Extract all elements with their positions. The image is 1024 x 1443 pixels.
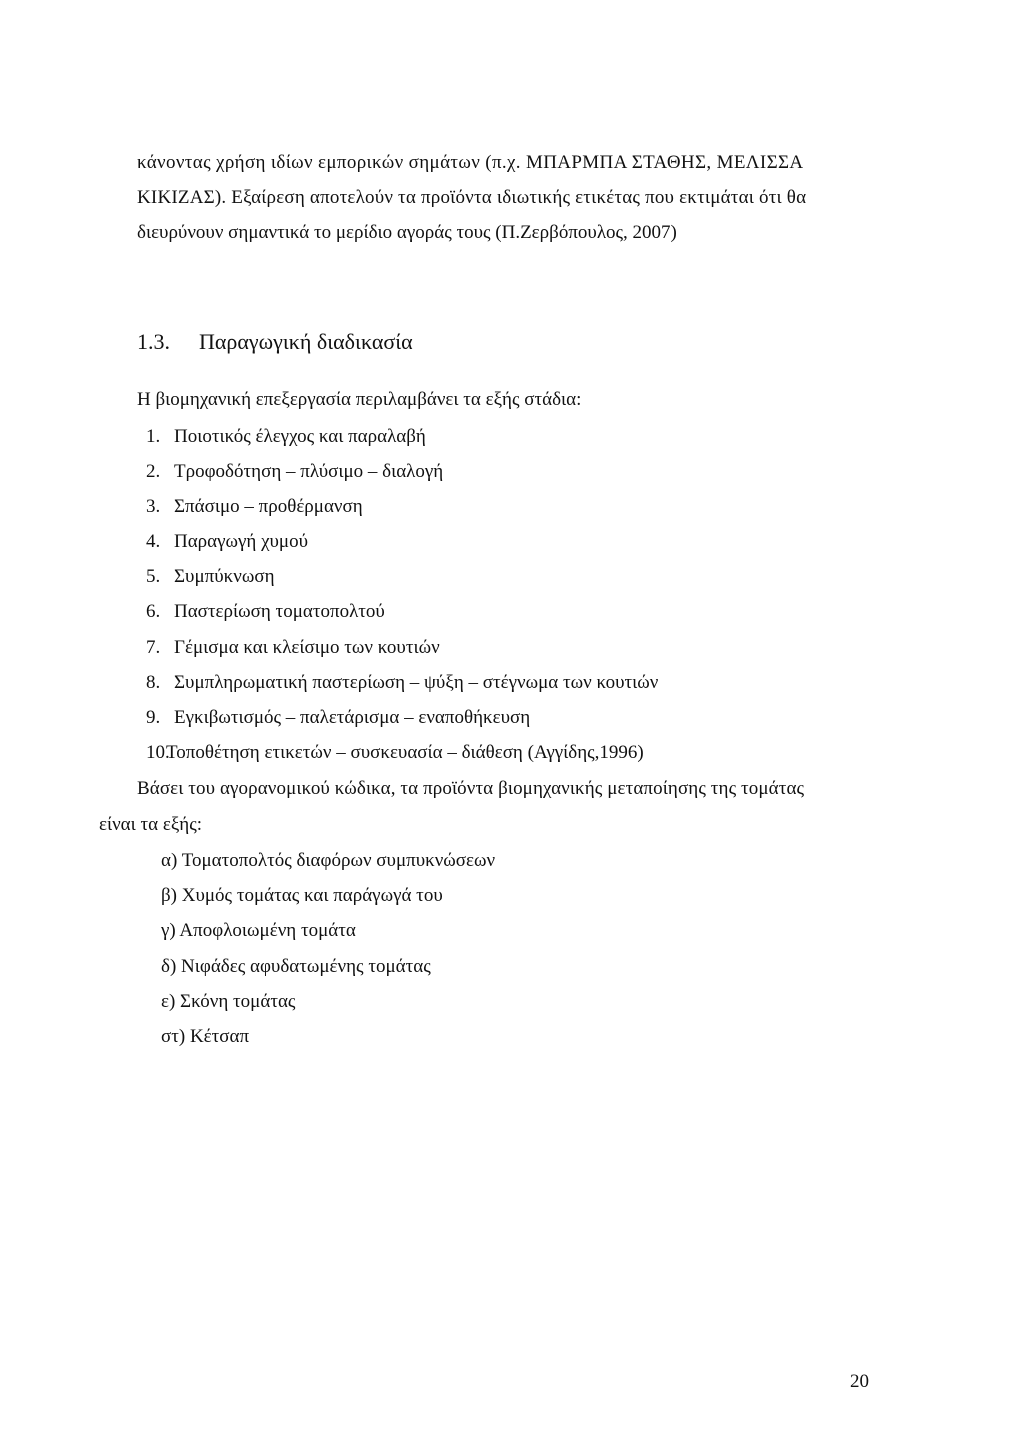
- list-item-text: Παστερίωση τοματοπολτού: [174, 601, 385, 622]
- list-item: [146, 741, 644, 765]
- list-item-number: 10.: [146, 742, 170, 763]
- intro-line-1: κάνοντας χρήση ιδίων εμπορικών σημάτων (π.χ. ΜΠΑΡΜΠΑ ΣΤΑΘΗΣ, ΜΕΛΙΣΣΑ: [137, 152, 804, 173]
- list-item-number: 2.: [146, 461, 161, 482]
- list-item: [146, 565, 275, 589]
- section-title: Παραγωγική διαδικασία: [199, 329, 413, 354]
- list-item-number: 3.: [146, 496, 161, 517]
- list-item-number: 6.: [146, 601, 161, 622]
- list-item: [146, 425, 426, 449]
- intro-line-2: ΚΙΚΙΖΑΣ). Εξαίρεση αποτελούν τα προϊόντα ιδιωτικής ετικέτας που εκτιμάται ότι θα: [137, 187, 807, 208]
- products-intro-line-2: είναι τα εξής:: [99, 814, 203, 835]
- list-item-text: Τροφοδότηση – πλύσιμο – διαλογή: [174, 461, 444, 482]
- product-item: ε) Σκόνη τομάτας: [161, 991, 296, 1012]
- list-item-text: Συμπύκνωση: [174, 566, 275, 587]
- list-item-text: Παραγωγή χυμού: [174, 531, 309, 552]
- section-heading: [137, 328, 413, 356]
- page-number: 20: [850, 1371, 869, 1392]
- product-item: β) Χυμός τομάτας και παράγωγά του: [161, 885, 443, 906]
- products-intro-line-1: Βάσει του αγορανομικού κώδικα, τα προϊόντα βιομηχανικής μεταποίησης της τομάτας: [137, 778, 805, 799]
- list-item: [146, 636, 440, 660]
- list-item-number: 4.: [146, 531, 161, 552]
- list-item: [146, 460, 443, 484]
- list-item: [146, 706, 530, 730]
- product-item: δ) Νιφάδες αφυδατωμένης τομάτας: [161, 956, 431, 977]
- list-item: [146, 530, 308, 554]
- section-number: 1.3.: [137, 329, 170, 354]
- product-item: α) Τοματοπολτός διαφόρων συμπυκνώσεων: [161, 850, 496, 871]
- list-item-text: Σπάσιμο – προθέρμανση: [174, 496, 363, 517]
- list-item: [146, 671, 658, 695]
- list-item-text: Τοποθέτηση ετικετών – συσκευασία – διάθεση (Αγγίδης,1996): [166, 742, 644, 763]
- intro-line-3: διευρύνουν σημαντικά το μερίδιο αγοράς τους (Π.Ζερβόπουλος, 2007): [137, 222, 677, 243]
- stages-intro: Η βιομηχανική επεξεργασία περιλαμβάνει τα εξής στάδια:: [137, 389, 582, 410]
- product-item: γ) Αποφλοιωμένη τομάτα: [161, 920, 356, 941]
- list-item-text: Συμπληρωματική παστερίωση – ψύξη – στέγνωμα των κουτιών: [174, 672, 659, 693]
- list-item-number: 1.: [146, 426, 161, 447]
- list-item-text: Γέμισμα και κλείσιμο των κουτιών: [174, 637, 440, 658]
- list-item-text: Εγκιβωτισμός – παλετάρισμα – εναποθήκευση: [174, 707, 531, 728]
- list-item-number: 7.: [146, 637, 161, 658]
- list-item-number: 5.: [146, 566, 161, 587]
- list-item: [146, 600, 385, 624]
- product-item: στ) Κέτσαπ: [161, 1026, 250, 1047]
- list-item-number: 9.: [146, 707, 161, 728]
- list-item: [146, 495, 363, 519]
- list-item-number: 8.: [146, 672, 161, 693]
- list-item-text: Ποιοτικός έλεγχος και παραλαβή: [174, 426, 426, 447]
